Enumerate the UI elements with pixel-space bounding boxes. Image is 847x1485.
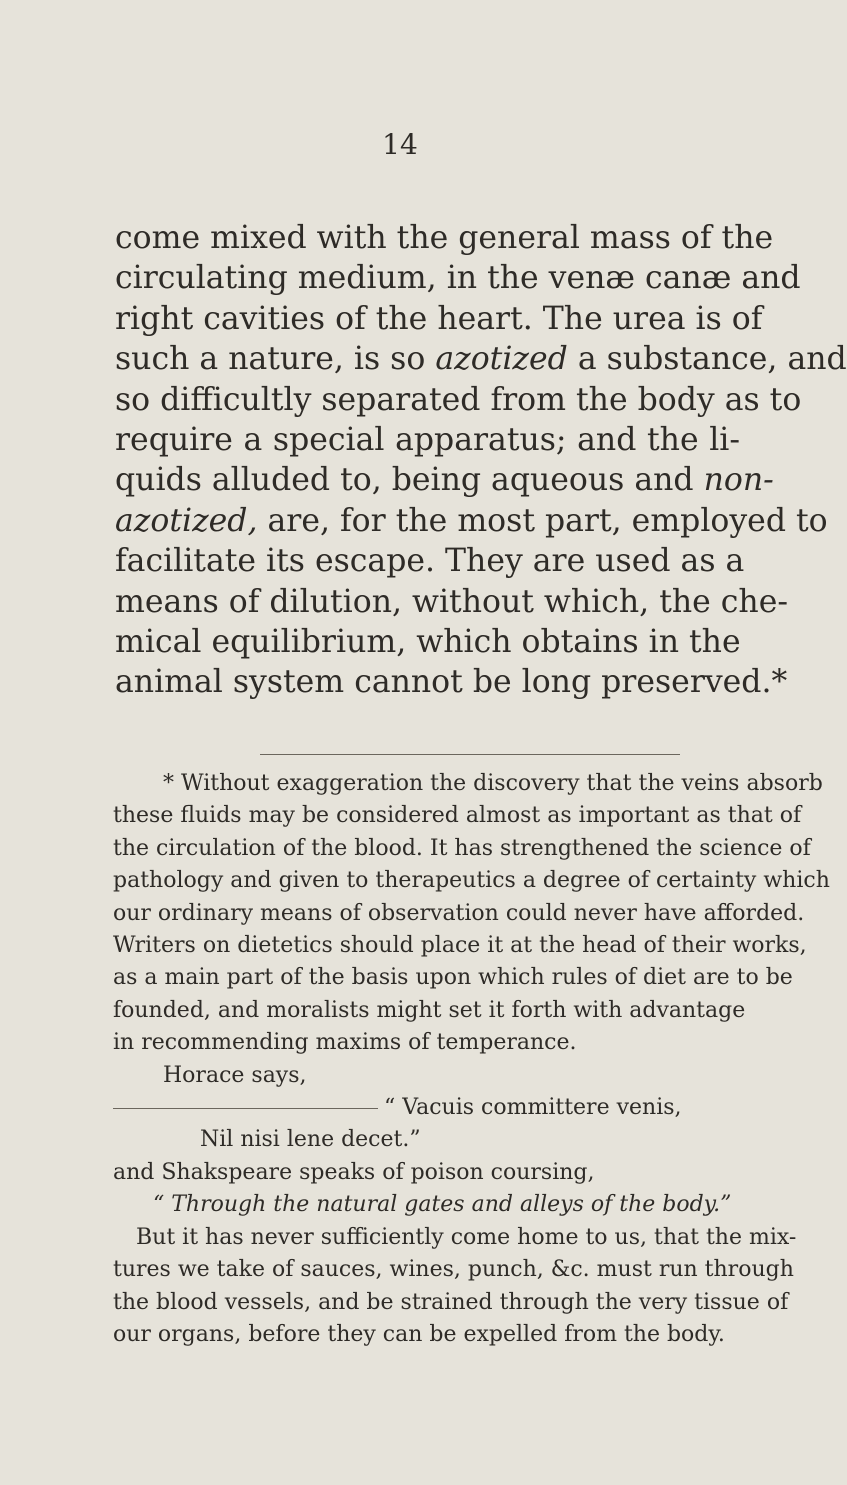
page-number: 14 bbox=[382, 128, 418, 161]
text-line: animal system cannot be long preserved.* bbox=[115, 664, 788, 701]
footnote-line: Writers on dietetics should place it at the head of their works, bbox=[113, 933, 807, 959]
text-line: require a special apparatus; and the li- bbox=[115, 422, 740, 459]
footnote bbox=[113, 768, 830, 1351]
footnote-line: the blood vessels, and be strained through the very tissue of bbox=[113, 1289, 789, 1315]
footnote-line: * Without exaggeration the discovery that the veins absorb bbox=[163, 771, 823, 796]
footnote-line: these fluids may be considered almost as important as that of bbox=[113, 803, 802, 829]
italic-quote: “ Through the natural gates and alleys of the body.” bbox=[153, 1192, 732, 1218]
footnote-line: our organs, before they can be expelled from the body. bbox=[113, 1321, 725, 1347]
text-line: azotized, are, for the most part, employed to bbox=[115, 502, 828, 539]
main-paragraph bbox=[115, 218, 847, 703]
footnote-divider bbox=[260, 754, 680, 755]
footnote-line: in recommending maxims of temperance. bbox=[113, 1030, 577, 1056]
text-line: means of dilution, without which, the che- bbox=[115, 583, 789, 620]
text-line: such a nature, is so azotized a substance, and bbox=[115, 341, 847, 378]
text-line: right cavities of the heart. The urea is of bbox=[115, 300, 763, 337]
quote-line: Nil nisi lene decet.” bbox=[200, 1127, 421, 1153]
text-line: come mixed with the general mass of the bbox=[115, 220, 774, 256]
footnote-line: Horace says, bbox=[163, 1062, 307, 1088]
text-line: so difficultly separated from the body as to bbox=[115, 381, 802, 418]
text-line: mical equilibrium, which obtains in the bbox=[115, 624, 741, 661]
italic-term: non- bbox=[703, 462, 774, 499]
text-line: facilitate its escape. They are used as a bbox=[115, 543, 745, 580]
footnote-line: the circulation of the blood. It has strengthened the science of bbox=[113, 835, 811, 861]
footnote-line: as a main part of the basis upon which rules of diet are to be bbox=[113, 965, 793, 991]
footnote-line: and Shakspeare speaks of poison coursing, bbox=[113, 1159, 595, 1185]
italic-term: azotized, bbox=[115, 502, 258, 539]
quote-line: “ Vacuis committere venis, bbox=[113, 1092, 743, 1124]
footnote-line: our ordinary means of observation could never have afforded. bbox=[113, 900, 805, 926]
quote-line bbox=[113, 1189, 743, 1221]
quote-rule bbox=[113, 1108, 378, 1109]
footnote-line: founded, and moralists might set it forth with advantage bbox=[113, 997, 746, 1023]
text-line: quids alluded to, being aqueous and non- bbox=[115, 462, 774, 499]
footnote-line: tures we take of sauces, wines, punch, &c. must run through bbox=[113, 1257, 794, 1283]
footnote-line: But it has never sufficiently come home to us, that the mix- bbox=[136, 1224, 797, 1250]
footnote-line: pathology and given to therapeutics a degree of certainty which bbox=[113, 868, 830, 894]
italic-term: azotized bbox=[435, 341, 568, 378]
text-line: circulating medium, in the venæ canæ and bbox=[115, 260, 801, 297]
